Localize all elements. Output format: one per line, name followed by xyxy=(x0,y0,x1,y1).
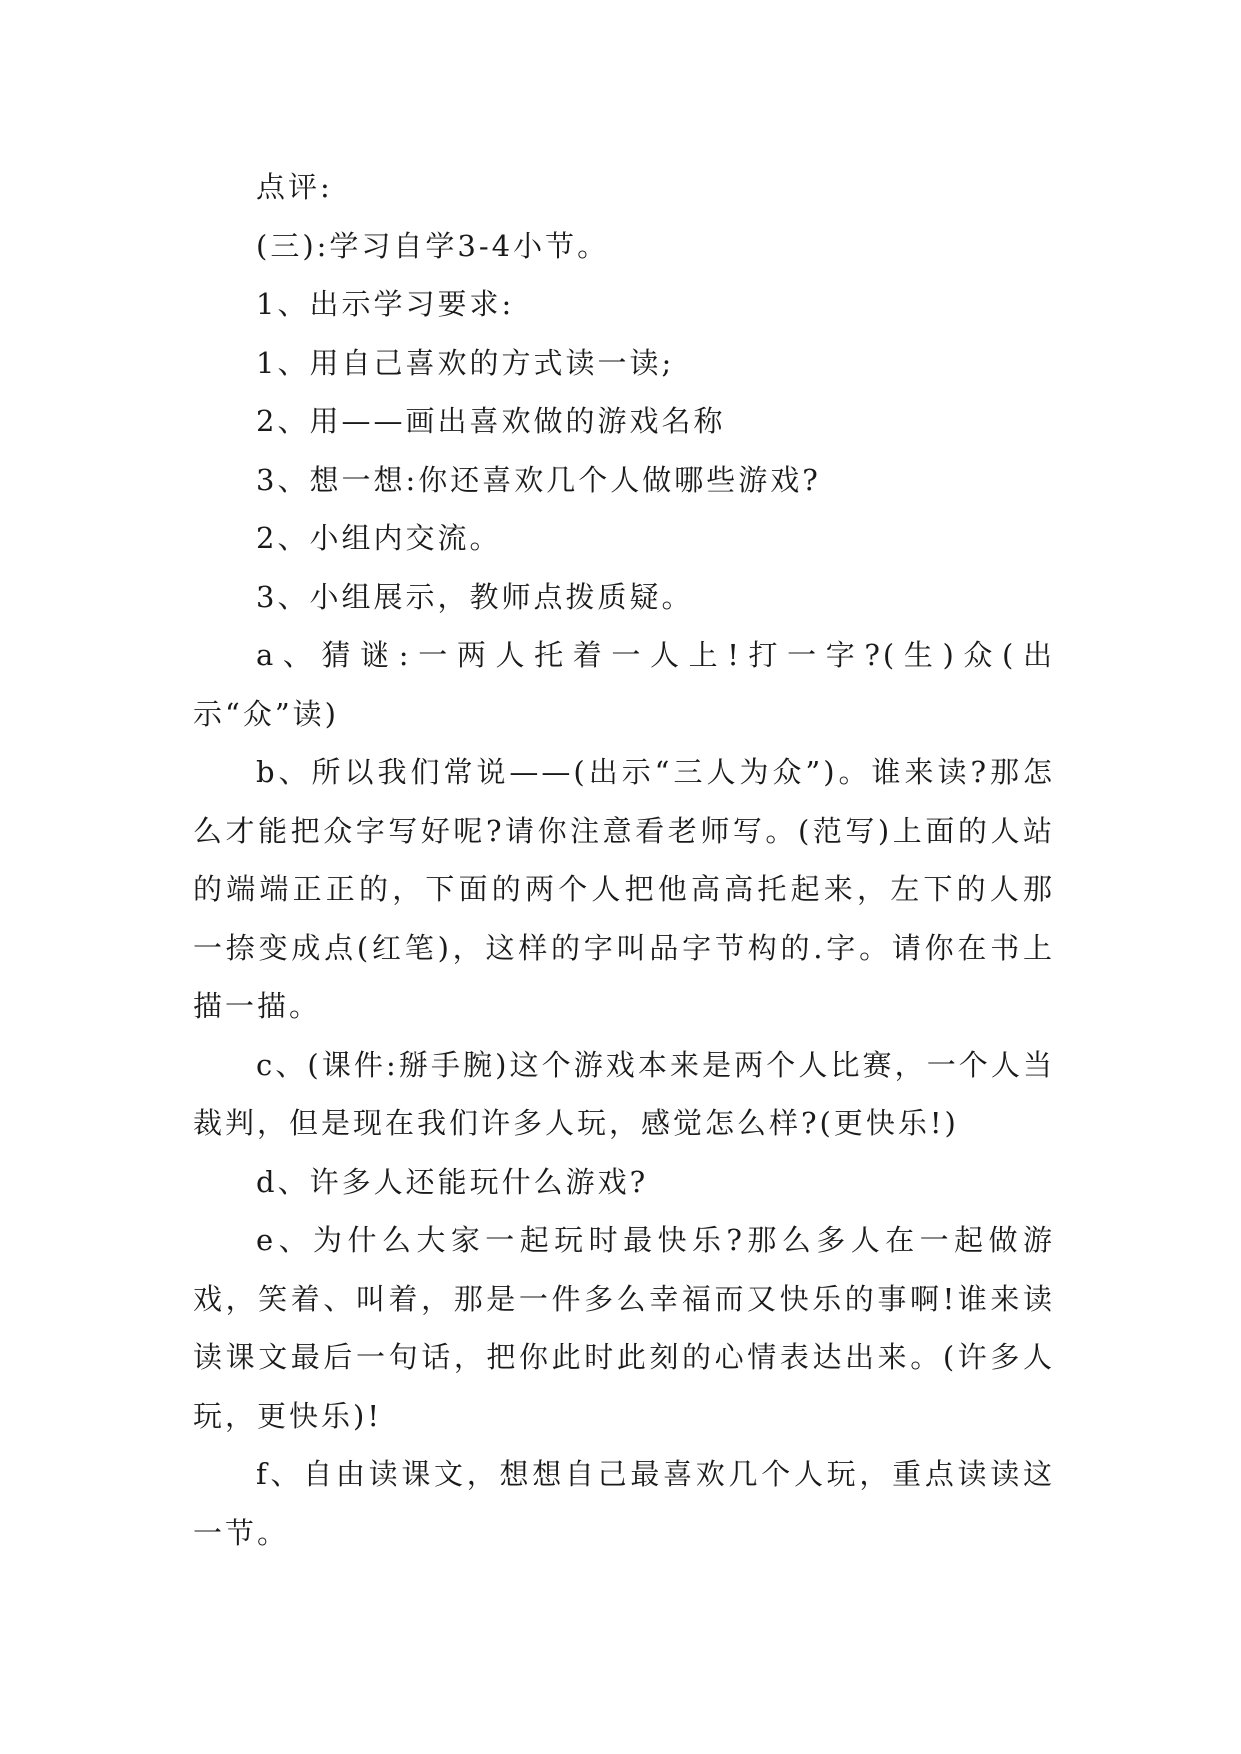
paragraph-requirement-2: 2、用——画出喜欢做的游戏名称 xyxy=(256,404,726,438)
paragraph-group-discussion: 2、小组内交流。 xyxy=(256,521,502,555)
paragraph-item-b: b、所以我们常说——(出示“三人为众”)。谁来读?那怎么才能把众字写好呢?请你注意看老师写。(范写)上面的人站的端端正正的，下面的两个人把他高高托起来，左下的人那一捺变成点(红笔)，这样的字叫品字节构的.字。请你在书上描一描。 xyxy=(193,755,1055,1023)
paragraph-review: 点评: xyxy=(256,170,333,204)
paragraph-item-c: c、(课件:掰手腕)这个游戏本来是两个人比赛，一个人当裁判，但是现在我们许多人玩，感觉怎么样?(更快乐!) xyxy=(193,1047,1055,1140)
paragraph-group-presentation: 3、小组展示，教师点拨质疑。 xyxy=(256,579,694,614)
paragraph-requirement-3: 3、想一想:你还喜欢几个人做哪些游戏? xyxy=(256,462,821,497)
paragraph-section-three: (三):学习自学3-4小节。 xyxy=(256,228,610,263)
paragraph-requirement-1: 1、用自己喜欢的方式读一读; xyxy=(256,345,675,380)
paragraph-item-d: d、许多人还能玩什么游戏? xyxy=(256,1164,649,1199)
paragraph-item-a: a、猜谜:一两人托着一人上!打一字?(生)众(出示“众”读) xyxy=(193,638,1055,731)
paragraph-item-f: f、自由读课文，想想自己最喜欢几个人玩，重点读读这一节。 xyxy=(193,1457,1055,1550)
document-body xyxy=(193,158,1055,1562)
paragraph-item-e: e、为什么大家一起玩时最快乐?那么多人在一起做游戏，笑着、叫着，那是一件多么幸福而又快乐的事啊!谁来读读课文最后一句话，把你此时此刻的心情表达出来。(许多人玩，更快乐)! xyxy=(193,1223,1055,1433)
paragraph-requirements-heading: 1、出示学习要求: xyxy=(256,287,515,321)
